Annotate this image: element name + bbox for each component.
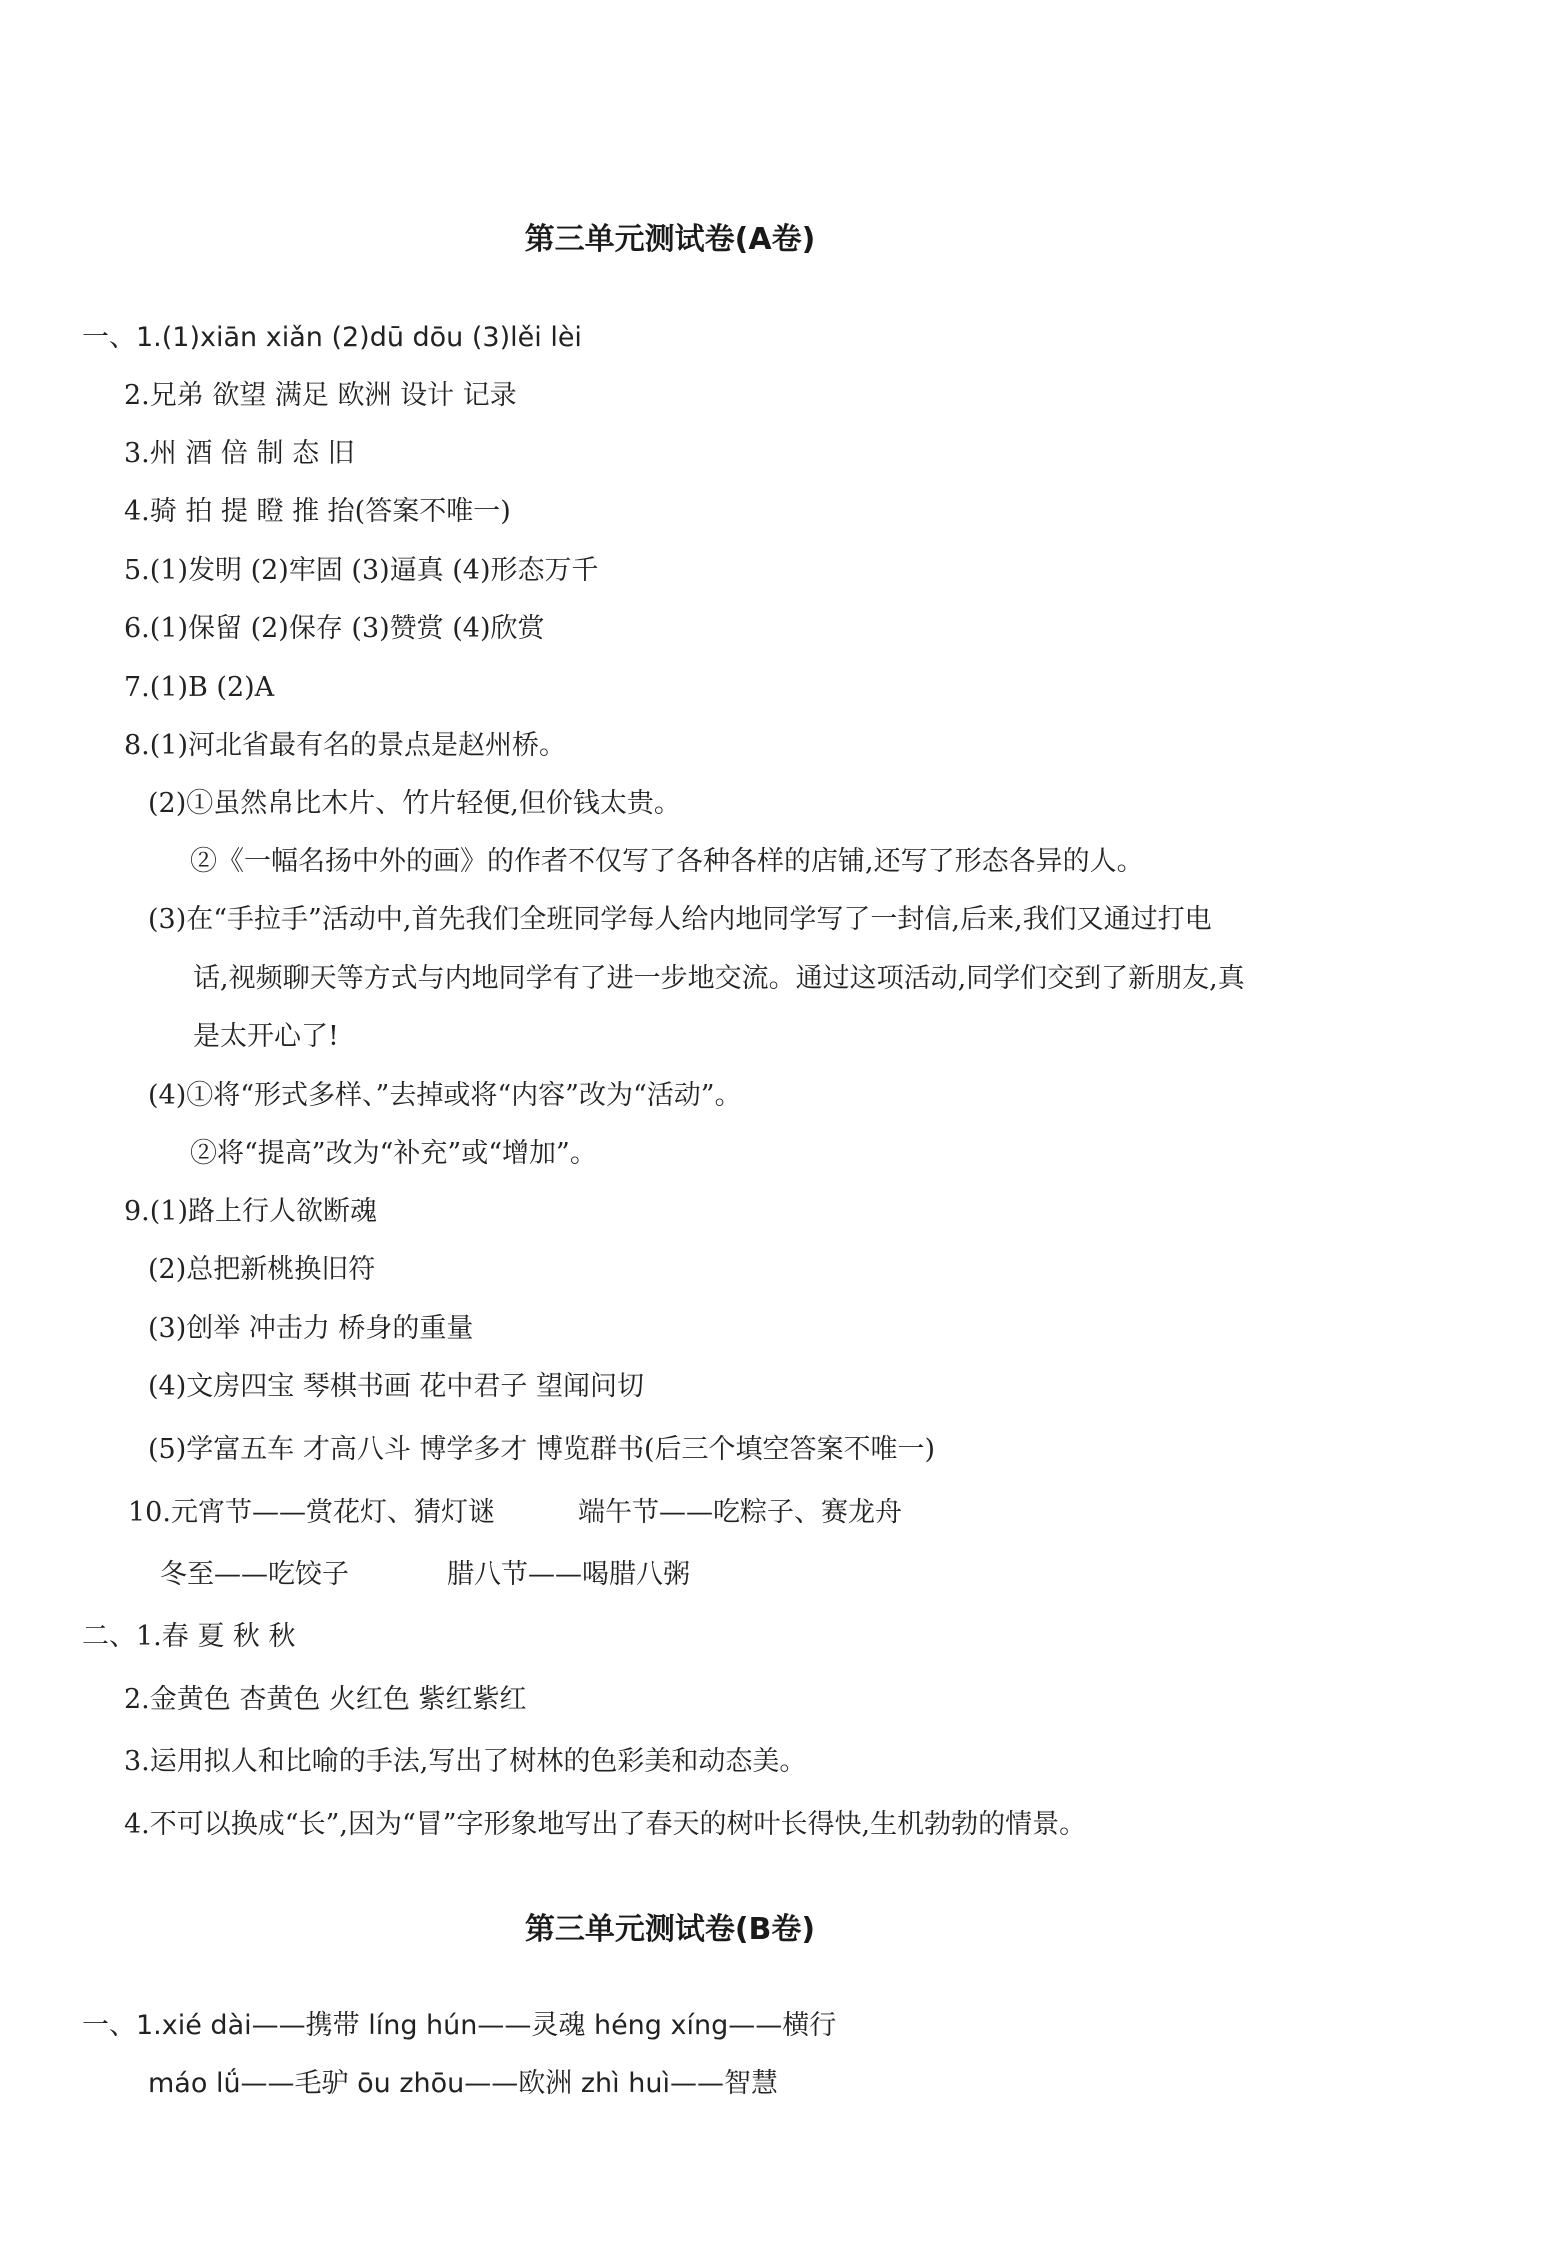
answer-line-b2-1: 二、1.春 夏 秋 秋	[82, 1621, 296, 1652]
answer-line-a5: 5.(1)发明 (2)牢固 (3)逼真 (4)形态万千	[124, 555, 599, 586]
answer-line-b2-4: 4.不可以换成“长”,因为“冒”字形象地写出了春天的树叶长得快,生机勃勃的情景。	[124, 1809, 1087, 1840]
answer-line-a8-2a: (2)①虽然帛比木片、竹片轻便,但价钱太贵。	[148, 788, 681, 819]
section-a-title: 第三单元测试卷(A卷)	[524, 222, 816, 257]
answer-line-b2-2: 2.金黄色 杏黄色 火红色 紫红紫红	[124, 1684, 527, 1715]
answer-line-a10-3: 冬至——吃饺子	[160, 1559, 349, 1590]
answer-line-a2: 2.兄弟 欲望 满足 欧洲 设计 记录	[124, 380, 517, 411]
answer-line-a7: 7.(1)B (2)A	[124, 672, 275, 703]
answer-line-b2-3: 3.运用拟人和比喻的手法,写出了树林的色彩美和动态美。	[124, 1746, 807, 1777]
answer-line-a9-5: (5)学富五车 才高八斗 博学多才 博览群书(后三个填空答案不唯一)	[148, 1434, 936, 1465]
answer-line-a8-3a: (3)在“手拉手”活动中,首先我们全班同学每人给内地同学写了一封信,后来,我们又通过打电	[148, 904, 1212, 935]
answer-line-a4: 4.骑 拍 提 瞪 推 抬(答案不唯一)	[124, 496, 511, 527]
answer-line-a3: 3.州 酒 倍 制 态 旧	[124, 438, 355, 469]
answer-line-a9-3: (3)创举 冲击力 桥身的重量	[148, 1313, 474, 1344]
answer-line-a10-4: 腊八节——喝腊八粥	[447, 1559, 690, 1590]
answer-line-a10-2: 端午节——吃粽子、赛龙舟	[578, 1497, 902, 1528]
section-b-title: 第三单元测试卷(B卷)	[524, 1912, 816, 1947]
answer-line-a10-1: 10.元宵节——赏花灯、猜灯谜	[128, 1497, 495, 1528]
answer-line-a8: 8.(1)河北省最有名的景点是赵州桥。	[124, 730, 567, 761]
answer-line-a9-2: (2)总把新桃换旧符	[148, 1254, 376, 1285]
answer-line-b1-cont: máo lǘ——毛驴 ōu zhōu——欧洲 zhì huì——智慧	[148, 2068, 778, 2099]
answer-line-a8-3b: 话,视频聊天等方式与内地同学有了进一步地交流。通过这项活动,同学们交到了新朋友,真	[193, 963, 1245, 994]
answer-line-a8-4a: (4)①将“形式多样、”去掉或将“内容”改为“活动”。	[148, 1080, 742, 1111]
answer-line-a8-3c: 是太开心了!	[193, 1021, 339, 1052]
answer-line-a8-4b: ②将“提高”改为“补充”或“增加”。	[190, 1138, 597, 1169]
answer-line-a1: 一、1.(1)xiān xiǎn (2)dū dōu (3)lěi lèi	[82, 322, 582, 353]
answer-line-a9-4: (4)文房四宝 琴棋书画 花中君子 望闻问切	[148, 1371, 644, 1402]
answer-line-a6: 6.(1)保留 (2)保存 (3)赞赏 (4)欣赏	[124, 613, 545, 644]
answer-line-b1: 一、1.xié dài——携带 líng hún——灵魂 héng xíng——横行	[82, 2010, 837, 2041]
answer-line-a9-1: 9.(1)路上行人欲断魂	[124, 1196, 378, 1227]
answer-line-a8-2b: ②《一幅名扬中外的画》的作者不仅写了各种各样的店铺,还写了形态各异的人。	[190, 846, 1144, 877]
